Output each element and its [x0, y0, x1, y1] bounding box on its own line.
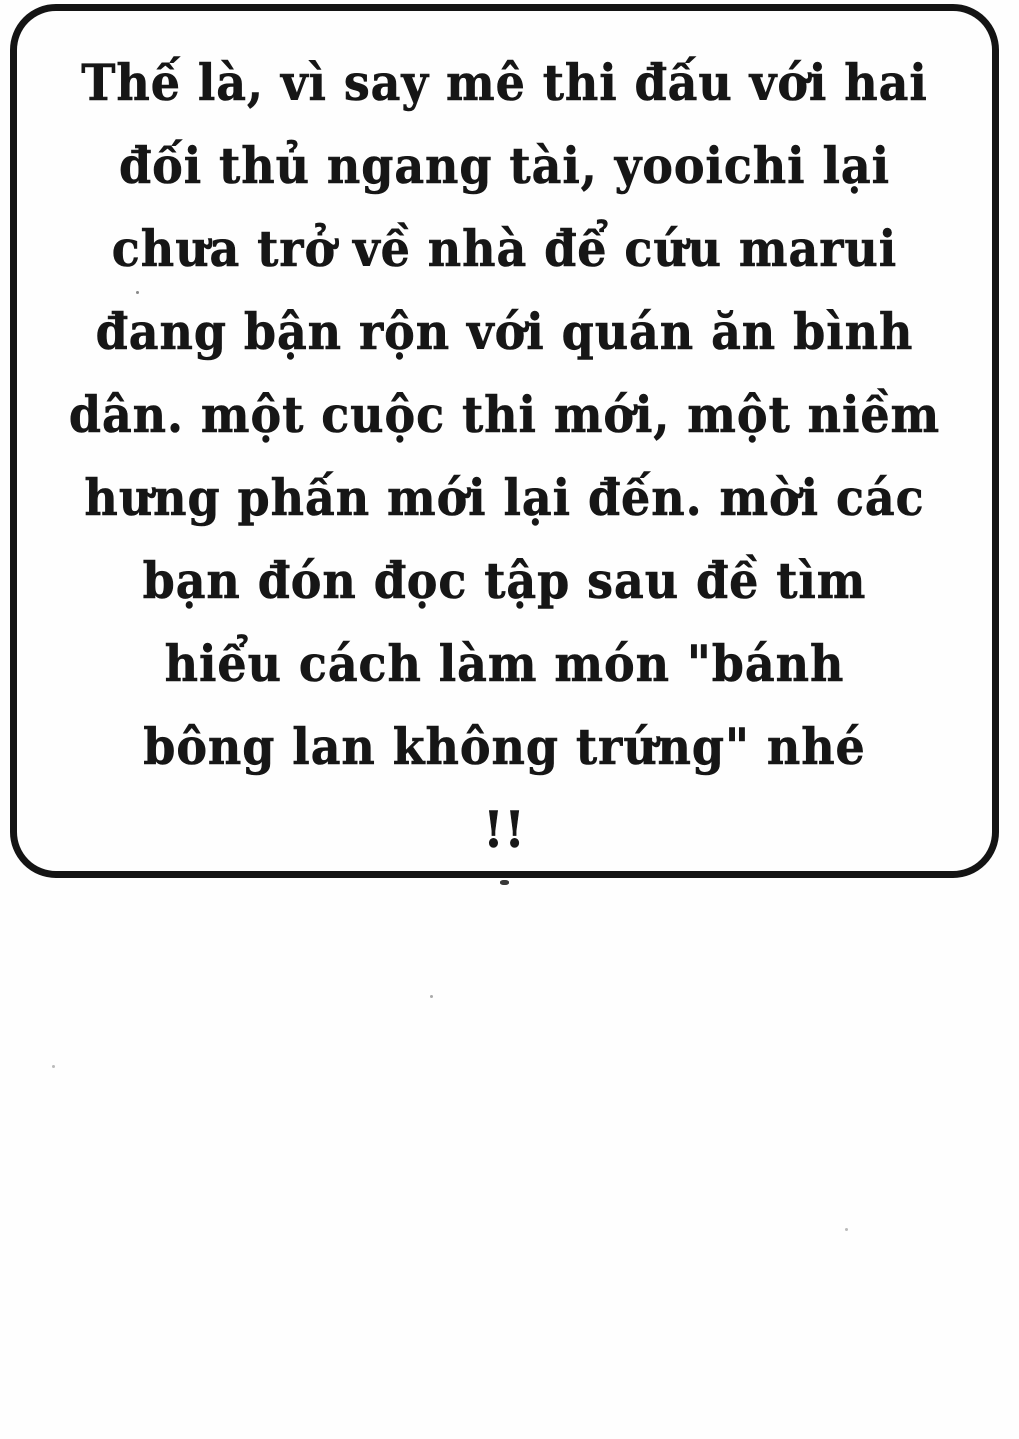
text-line: dân. một cuộc thi mới, một niềm [68, 385, 941, 444]
text-line: bông lan không trứng" nhé [143, 717, 866, 776]
text-line: chưa trở về nhà để cứu marui [111, 219, 898, 278]
text-line: Thế là, vì say mê thi đấu với hai [81, 53, 928, 112]
text-line: hưng phấn mới lại đến. mời các [84, 468, 925, 527]
exclamation-line: !! [483, 800, 526, 859]
text-line: đối thủ ngang tài, yooichi lại [119, 136, 890, 195]
text-line: đang bận rộn với quán ăn bình [95, 302, 914, 361]
narration-text-panel [10, 4, 999, 878]
scan-speck [430, 995, 433, 998]
text-line: bạn đón đọc tập sau đề tìm [142, 551, 867, 610]
scan-speck [136, 291, 139, 294]
scan-speck [52, 1065, 55, 1068]
text-line: hiểu cách làm món "bánh [164, 634, 845, 693]
scan-speck [845, 1228, 848, 1231]
ink-speck [500, 880, 509, 885]
